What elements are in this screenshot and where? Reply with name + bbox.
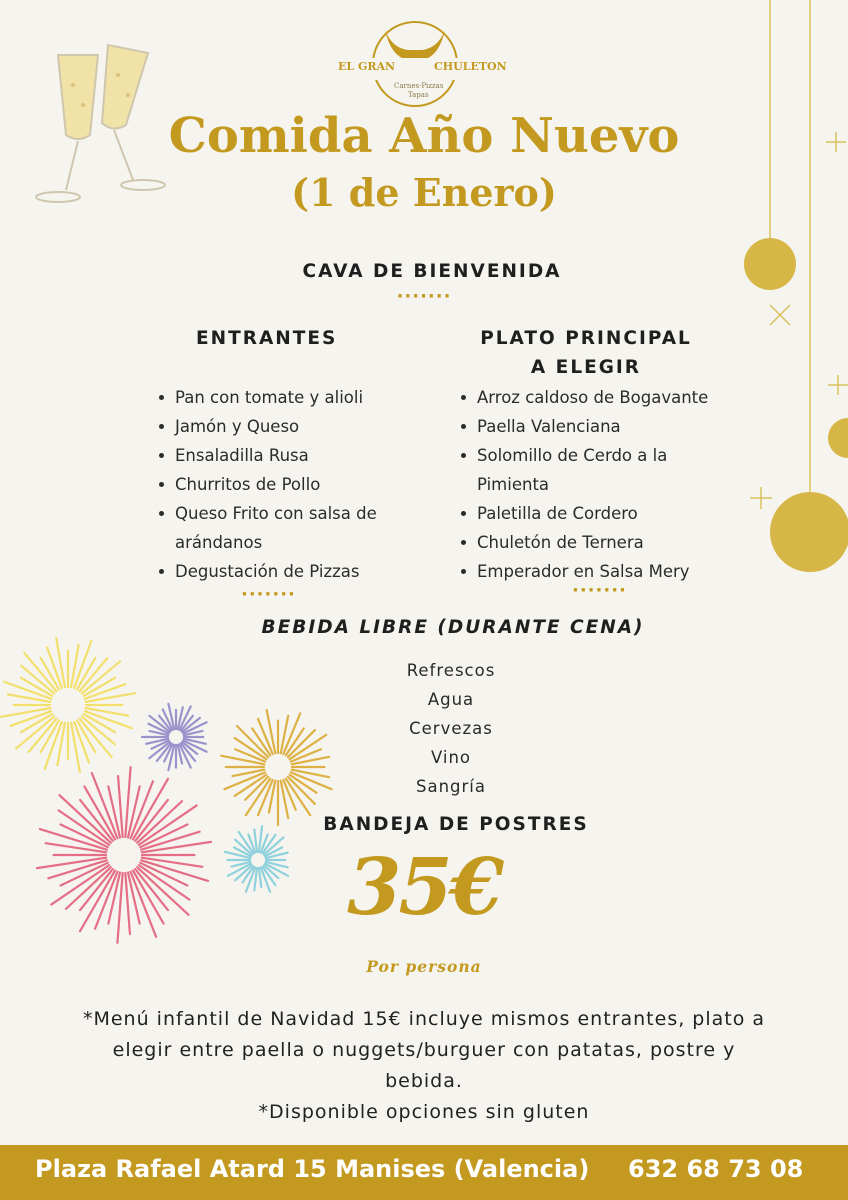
starters-list bbox=[155, 383, 425, 586]
list-item bbox=[457, 441, 747, 499]
list-item: Refrescos bbox=[406, 661, 496, 680]
list-item: Arroz caldoso de Bogavante bbox=[457, 383, 747, 412]
divider-dots: ······· bbox=[241, 584, 296, 605]
brand-name-left: EL GRAN bbox=[338, 60, 396, 73]
mains-heading bbox=[455, 324, 717, 382]
list-item-text: Queso Frito con salsa de bbox=[175, 504, 377, 523]
drinks-list bbox=[0, 656, 848, 801]
dessert-heading: BANDEJA DE POSTRES bbox=[323, 814, 589, 835]
list-item: Cervezas bbox=[409, 719, 493, 738]
divider-dots: ······· bbox=[396, 286, 452, 307]
list-item-continuation: arándanos bbox=[175, 533, 263, 552]
price-per-person: Por persona bbox=[366, 957, 482, 976]
drinks-heading: BEBIDA LIBRE (DURANTE CENA) bbox=[261, 617, 645, 638]
list-item-continuation: Pimienta bbox=[477, 475, 550, 494]
brand-logo bbox=[330, 12, 507, 107]
list-item: Paella Valenciana bbox=[457, 412, 747, 441]
list-item: Chuletón de Ternera bbox=[457, 528, 747, 557]
list-item: Ensaladilla Rusa bbox=[155, 441, 425, 470]
brand-subtitle: Carnes·Pizzas bbox=[394, 82, 444, 90]
note-line: *Disponible opciones sin gluten bbox=[258, 1101, 590, 1123]
starters-heading: ENTRANTES bbox=[196, 328, 338, 349]
note-line: *Menú infantil de Navidad 15€ incluye mismos entrantes, plato a bbox=[82, 1008, 766, 1030]
mains-list bbox=[457, 383, 747, 586]
list-item: Degustación de Pizzas bbox=[155, 557, 425, 586]
list-item bbox=[155, 499, 425, 557]
list-item: Pan con tomate y alioli bbox=[155, 383, 425, 412]
footer-address: Plaza Rafael Atard 15 Manises (Valencia) bbox=[35, 1155, 590, 1183]
page-title: Comida Año Nuevo bbox=[168, 108, 680, 164]
list-item: Agua bbox=[427, 690, 475, 709]
mains-heading-line2: A ELEGIR bbox=[530, 357, 642, 378]
list-item: Sangría bbox=[416, 777, 486, 796]
brand-name-right: CHULETON bbox=[434, 60, 507, 73]
note-line: elegir entre paella o nuggets/burguer con patatas, postre y bbox=[112, 1039, 736, 1061]
list-item-text: Solomillo de Cerdo a la bbox=[477, 446, 668, 465]
page-subtitle: (1 de Enero) bbox=[291, 170, 557, 215]
list-item: Emperador en Salsa Mery bbox=[457, 557, 747, 586]
brand-subtitle-2: Tapas bbox=[408, 91, 429, 99]
note-line: bebida. bbox=[385, 1070, 463, 1092]
list-item: Paletilla de Cordero bbox=[457, 499, 747, 528]
list-item: Jamón y Queso bbox=[155, 412, 425, 441]
divider-dots: ······· bbox=[572, 580, 627, 601]
list-item: Vino bbox=[430, 748, 472, 767]
list-item: Churritos de Pollo bbox=[155, 470, 425, 499]
mains-heading-line1: PLATO PRINCIPAL bbox=[480, 328, 692, 349]
welcome-heading: CAVA DE BIENVENIDA bbox=[302, 261, 562, 282]
notes bbox=[0, 1004, 848, 1128]
price-amount: 35€ bbox=[347, 842, 501, 933]
footer-phone[interactable]: 632 68 73 08 bbox=[628, 1155, 804, 1183]
